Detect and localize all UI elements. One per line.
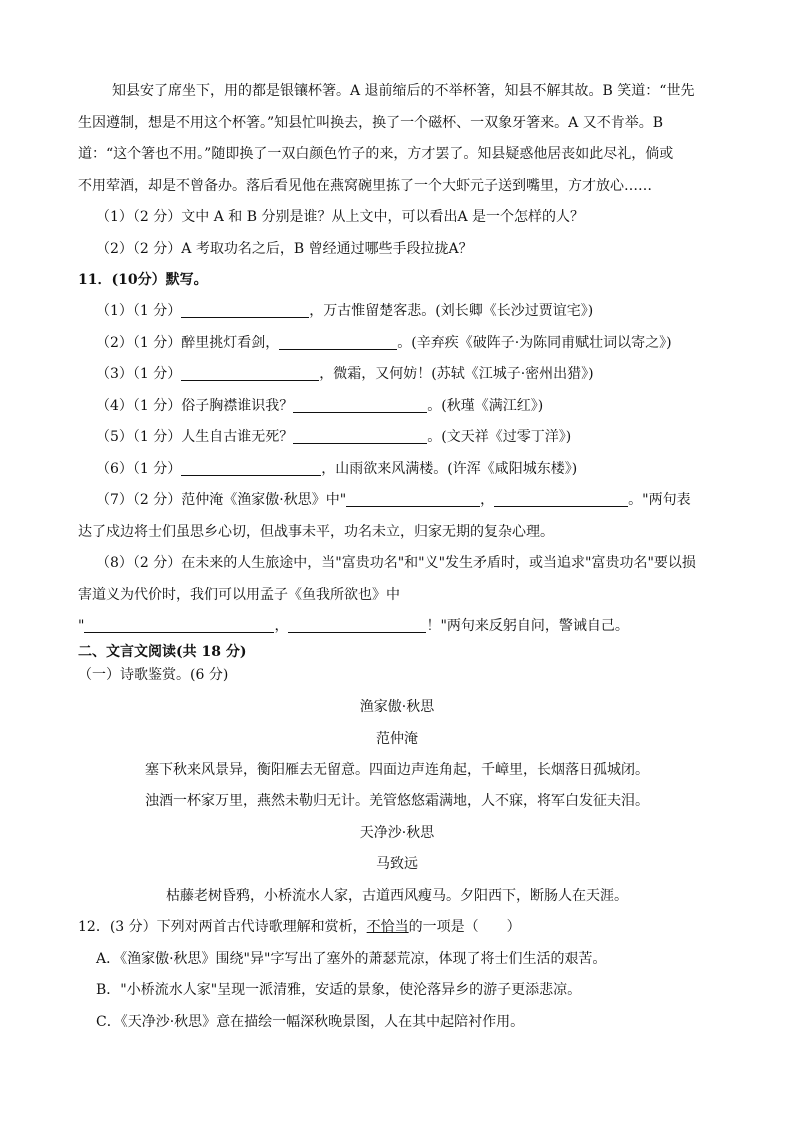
answer-blank[interactable]	[288, 616, 426, 633]
q11-item-7-cont: 达了戍边将士们虽思乡心切，但战事未平，功名未立，归家无期的复杂心理。	[78, 524, 554, 540]
item-prefix: "	[78, 618, 85, 634]
item-suffix: 。"两句表	[628, 492, 691, 508]
stem-emphasis: 不恰当	[366, 919, 409, 935]
q11-item-5	[96, 426, 571, 448]
q11-item-1	[96, 300, 593, 322]
q11-item-6	[96, 458, 577, 480]
q12-stem	[78, 916, 521, 938]
passage-line-3: 道：“这个箸也不用。”随即换了一双白颜色竹子的来，方才罢了。知县疑惑他居丧如此尽礼，倘或	[78, 146, 674, 162]
item-prefix: （5）（1 分）人生自古谁无死？	[96, 429, 294, 445]
poem-1-title: 渔家傲·秋思	[359, 699, 435, 715]
item-suffix: ，微霜，又何妨！(苏轼《江城子·密州出猎》)	[319, 366, 594, 382]
item-prefix: （6）（1 分）	[96, 461, 182, 477]
poem-1-author: 范仲淹	[376, 731, 418, 747]
q11-item-8-line-3	[78, 615, 629, 637]
item-suffix: 。(辛弃疾《破阵子·为陈同甫赋壮词以寄之》)	[397, 335, 672, 351]
section-heading: 二、文言文阅读(共 18 分)	[78, 644, 247, 660]
q11-item-8-line-1: （8）（2 分）在未来的人生旅途中，当"富贵功名"和"义"发生矛盾时，或当追求"富贵功名"要以损	[96, 555, 696, 571]
answer-blank[interactable]	[494, 490, 628, 507]
q12-option-c[interactable]: C．《天净沙·秋思》意在描绘一幅深秋晚景图，人在其中起陪衬作用。	[96, 1014, 525, 1030]
q11-item-8-line-2: 害道义为代价时，我们可以用孟子《鱼我所欲也》中	[78, 587, 400, 603]
poem-2-title: 天净沙·秋思	[359, 825, 435, 841]
stem-text: 的一项是（ ）	[408, 919, 521, 935]
passage-line-1: 知县安了席坐下，用的都是银镶杯箸。A 退前缩后的不举杯箸，知县不解其故。B 笑道：“世先	[112, 83, 695, 99]
poem-1-line-2: 浊酒一杯家万里，燕然未勒归无计。羌管悠悠霜满地，人不寐，将军白发征夫泪。	[145, 793, 649, 809]
item-suffix: ，山雨欲来风满楼。(许浑《咸阳城东楼》)	[321, 461, 578, 477]
poem-2-author: 马致远	[376, 856, 418, 872]
answer-blank[interactable]	[346, 490, 480, 507]
q12-option-b[interactable]: B．"小桥流水人家"呈现一派清雅，安适的景象，使沦落异乡的游子更添悲凉。	[96, 982, 582, 998]
poem-2-line-1: 枯藤老树昏鸦，小桥流水人家，古道西风瘦马。夕阳西下，断肠人在天涯。	[166, 888, 628, 904]
item-prefix: （3）（1 分）	[96, 366, 182, 382]
passage-line-2: 生因遵制，想是不用这个杯箸。”知县忙叫换去，换了一个磁杯、一双象牙箸来。A 又不肯举。B	[78, 115, 664, 131]
answer-blank[interactable]	[84, 616, 274, 633]
answer-blank[interactable]	[293, 396, 427, 413]
answer-blank[interactable]	[181, 301, 309, 318]
stem-text: 12．(3 分）下列对两首古代诗歌理解和赏析，	[78, 919, 367, 935]
q11-item-2	[96, 332, 672, 354]
item-prefix: （2）（1 分）醉里挑灯看剑，	[96, 335, 280, 351]
item-prefix: （4）（1 分）俗子胸襟谁识我？	[96, 398, 294, 414]
q11-title: 11．(10分）默写。	[78, 272, 208, 288]
q11-item-7	[96, 489, 691, 511]
q11-item-3	[96, 363, 594, 385]
section-subheading: （一）诗歌鉴赏。(6 分)	[78, 667, 229, 683]
item-suffix: ，万古惟留楚客悲。(刘长卿《长沙过贾谊宅》)	[309, 303, 594, 319]
answer-blank[interactable]	[279, 333, 397, 350]
q10-sub-1: （1）（2 分）文中 A 和 B 分别是谁？从上文中，可以看出A 是一个怎样的人？	[96, 209, 585, 225]
answer-blank[interactable]	[181, 459, 321, 476]
answer-blank[interactable]	[181, 364, 319, 381]
item-suffix: 。(文天祥《过零丁洋》)	[427, 429, 572, 445]
q10-sub-2: （2）（2 分）A 考取功名之后，B 曾经通过哪些手段拉拢A？	[96, 241, 473, 257]
q12-option-a[interactable]: A．《渔家傲·秋思》围绕"异"字写出了塞外的萧瑟荒凉，体现了将士们生活的艰苦。	[96, 951, 607, 967]
item-suffix: ！"两句来反躬自问，警诫自己。	[426, 618, 629, 634]
item-separator: ，	[274, 618, 289, 634]
q11-item-4	[96, 395, 543, 417]
item-prefix: （1）（1 分）	[96, 303, 182, 319]
item-separator: ，	[480, 492, 495, 508]
item-suffix: 。(秋瑾《满江红》)	[427, 398, 544, 414]
item-prefix: （7）（2 分）范仲淹《渔家傲·秋思》中"	[96, 492, 347, 508]
poem-1-line-1: 塞下秋来风景异，衡阳雁去无留意。四面边声连角起，千嶂里，长烟落日孤城闭。	[145, 762, 649, 778]
answer-blank[interactable]	[293, 427, 427, 444]
passage-line-4: 不用荤酒，却是不曾备办。落后看见他在燕窝碗里拣了一个大虾元子送到嘴里，方才放心……	[78, 178, 652, 194]
